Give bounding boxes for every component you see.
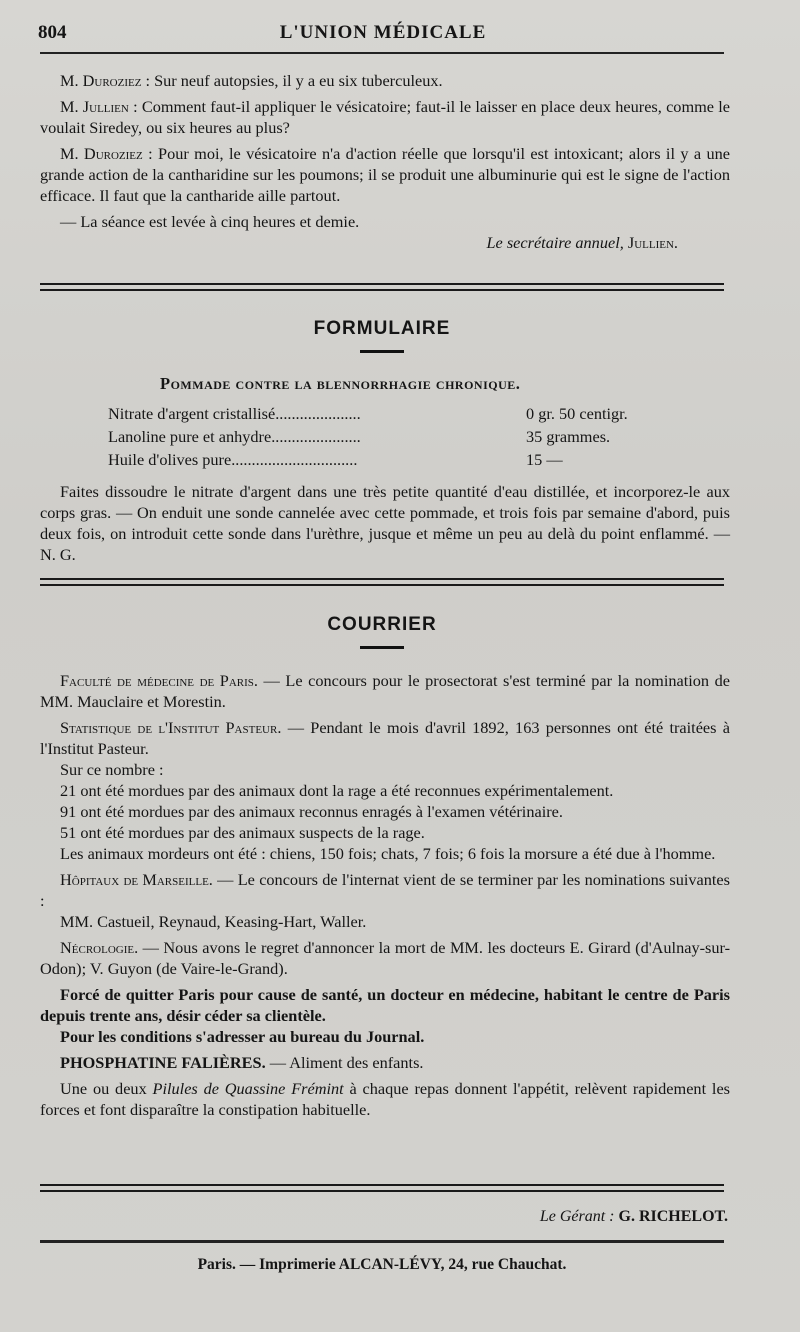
ingredient-name: Lanoline pure et anhydre...................... xyxy=(108,427,361,446)
page-number: 804 xyxy=(38,22,67,43)
news-statistique: Statistique de l'Institut Pasteur. — Pendant le mois d'avril 1892, 163 personnes ont été traitées à l'Institut Pasteur. xyxy=(40,718,730,758)
news-necrologie: Nécrologie. — Nous avons le regret d'annoncer la mort de MM. les docteurs E. Girard (d'Aulnay-sur-Odon); V. Guyon (de Vaire-le-Grand). xyxy=(40,938,730,978)
section-divider xyxy=(40,283,724,291)
section-divider xyxy=(40,578,724,586)
paragraph-duroziez-2: M. Duroziez : Pour moi, le vésicatoire n'a d'action réelle que lorsqu'il est intoxicant; alors il y a une grande action de la cantharidine sur les poumons; il se produit une albuminurie qui est le signe de l'action efficace. Il faut que la cantharide aille partout. xyxy=(40,144,730,205)
advert-pilules: Une ou deux Pilules de Quassine Frémint à chaque repas donnent l'appétit, relèvent rapidement les forces et font disparaître la constipation habituelle. xyxy=(40,1079,731,1119)
gerant-signature: Le Gérant : G. RICHELOT. xyxy=(539,1208,728,1225)
seance-closing: — La séance est levée à cinq heures et demie. xyxy=(60,212,360,231)
ingredient-quantity: 0 gr. 50 centigr. xyxy=(526,404,628,423)
ingredient-quantity: 15 — xyxy=(526,450,563,469)
hopitaux-names: MM. Castueil, Reynaud, Keasing-Hart, Waller. xyxy=(60,912,367,931)
formula-instructions: Faites dissoudre le nitrate d'argent dans une très petite quantité d'eau distillée, et incorporez-le aux corps gras. — On enduit une sonde cannelée avec cette pommade, et trois fois par semaine d'abord, puis deux fois, on introduit cette sonde dans l'urèthre, jusque et même un peu au delà du point enflammé. — N. G. xyxy=(40,482,730,564)
ingredient-name: Nitrate d'argent cristallisé..................... xyxy=(108,404,361,423)
ingredient-name: Huile d'olives pure............................... xyxy=(108,450,358,469)
stat-line: 91 ont été mordues par des animaux reconnus enragés à l'examen vétérinaire. xyxy=(60,802,563,821)
heading-bar xyxy=(360,646,404,649)
imprint-rule xyxy=(40,1240,724,1243)
stat-mordeurs: Les animaux mordeurs ont été : chiens, 150 fois; chats, 7 fois; 6 fois la morsure a été due à l'homme. xyxy=(60,844,716,863)
advert-phosphatine: PHOSPHATINE FALIÈRES. — Aliment des enfants. xyxy=(60,1053,424,1072)
stat-line: 51 ont été mordues par des animaux suspects de la rage. xyxy=(60,823,425,842)
stat-intro: Sur ce nombre : xyxy=(60,760,164,779)
advert-clientele: Forcé de quitter Paris pour cause de santé, un docteur en médecine, habitant le centre de Paris depuis trente ans, désir céder sa clientèle. xyxy=(40,985,730,1025)
ingredient-row xyxy=(108,450,728,472)
advert-conditions: Pour les conditions s'adresser au bureau du Journal. xyxy=(60,1027,425,1046)
stat-line: 21 ont été mordues par des animaux dont la rage a été reconnues expérimentalement. xyxy=(60,781,614,800)
page-header xyxy=(38,22,728,50)
paragraph-duroziez-1: M. Duroziez : Sur neuf autopsies, il y a eu six tuberculeux. xyxy=(60,71,443,90)
ingredient-row xyxy=(108,404,728,426)
heading-bar xyxy=(360,350,404,353)
courrier-heading: COURRIER xyxy=(327,614,437,635)
courrier-section xyxy=(40,670,730,1125)
header-rule xyxy=(40,52,724,54)
secretary-signature: Le secrétaire annuel, Jullien. xyxy=(486,233,678,252)
running-title: L'UNION MÉDICALE xyxy=(279,22,487,43)
formula-title: Pommade contre la blennorrhagie chronique. xyxy=(160,374,521,393)
footer-divider xyxy=(40,1184,724,1192)
seance-section xyxy=(40,70,730,258)
news-faculte: Faculté de médecine de Paris. — Le concours pour le prosectorat s'est terminé par la nomination de MM. Mauclaire et Morestin. xyxy=(40,671,730,711)
formulaire-heading: FORMULAIRE xyxy=(313,318,451,339)
news-hopitaux: Hôpitaux de Marseille. — Le concours de l'internat vient de se terminer par les nominations suivantes : xyxy=(40,870,730,910)
printer-imprint: Paris. — Imprimerie ALCAN-LÉVY, 24, rue Chauchat. xyxy=(197,1256,567,1273)
ingredient-row xyxy=(108,427,728,449)
paragraph-jullien: M. Jullien : Comment faut-il appliquer le vésicatoire; faut-il le laisser en place deux heures, comme le voulait Siredey, ou six heures au plus? xyxy=(40,97,730,137)
ingredient-quantity: 35 grammes. xyxy=(526,427,611,446)
